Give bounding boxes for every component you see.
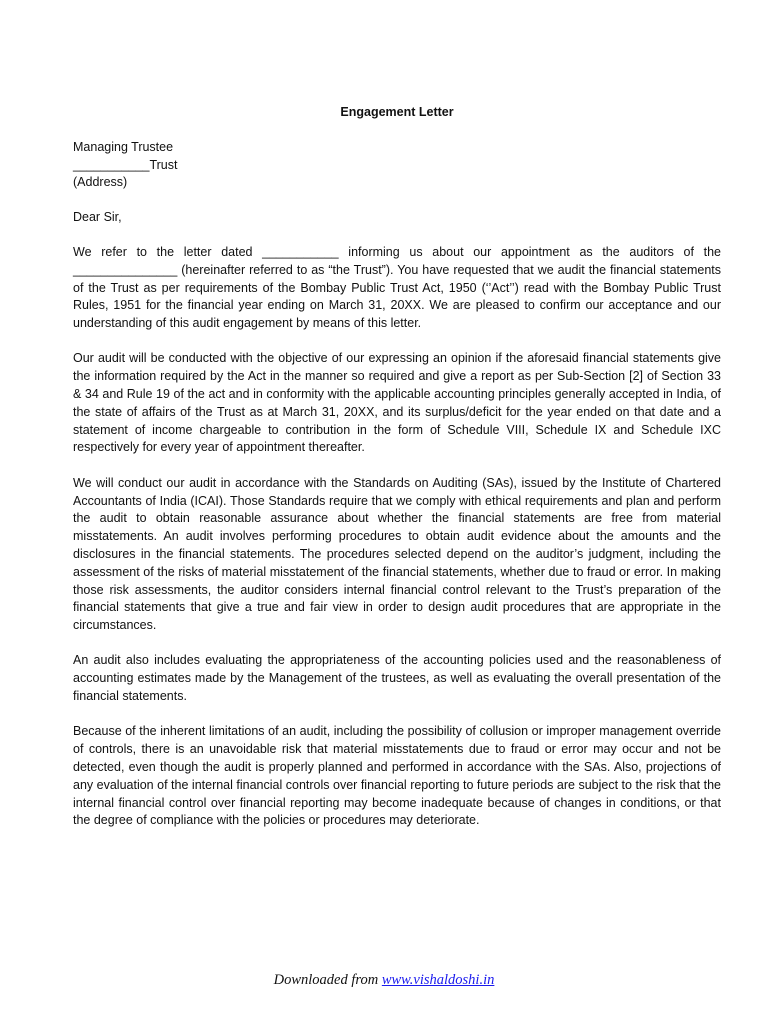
recipient-line-1: Managing Trustee [73,139,174,154]
recipient-line-3: (Address) [73,175,128,190]
salutation: Dear Sir, [73,210,122,225]
paragraph-audit-standards: We will conduct our audit in accordance with the Standards on Auditing (SAs), issued by the Institute of Chartered Accountants of India (ICAI). Those Standards require that we comply with ethical requirements and plan and perform the audit to obtain reasonable assurance about whether the financial statements are free from material misstatements. An audit involves performing procedures to obtain audit evidence about the amounts and the disclosures in the financial statements. The procedures selected depend on the auditor’s judgment, including the assessment of the risks of material misstatement of the financial statements, whether due to fraud or error. In making those risk assessments, the auditor considers internal financial control relevant to the Trust’s preparation of the financial statements that give a true and fair view in order to design audit procedures that are appropriate in the circumstances. [73,475,721,633]
footer-prefix: Downloaded from [273,972,382,988]
recipient-line-2: ___________Trust [73,157,178,172]
recipient-address [73,139,721,192]
paragraph-intro: We refer to the letter dated ___________ informing us about our appointment as the auditors of the _______________ (hereinafter referred to as “the Trust”). You have requested that we audit the financial statements of the Trust as per requirements of the Bombay Public Trust Act, 1950 (‘’Act’’) read with the Bombay Public Trust Rules, 1951 for the financial year ending on March 31, 20XX. We are pleased to confirm our acceptance and our understanding of this audit engagement by means of this letter. [73,244,721,331]
paragraph-limitations: Because of the inherent limitations of an audit, including the possibility of collusion or improper management override of controls, there is an unavoidable risk that material misstatements due to fraud or error may occur and not be detected, even though the audit is properly planned and performed in accordance with the SAs. Also, projections of any evaluation of the internal financial controls over financial reporting to future periods are subject to the risk that the internal financial control over financial reporting may become inadequate because of changes in conditions, or that the degree of compliance with the policies or procedures may deteriorate. [73,724,721,828]
paragraph-evaluation: An audit also includes evaluating the appropriateness of the accounting policies used and the reasonableness of accounting estimates made by the Management of the trustees, as well as evaluating the overall presentation of the financial statements. [73,653,721,704]
footer-website-link[interactable]: www.vishaldoshi.in [381,972,495,988]
letter-body [73,104,721,848]
letter-title: Engagement Letter [340,105,454,119]
paragraph-audit-objective: Our audit will be conducted with the objective of our expressing an opinion if the aforesaid financial statements give the information required by the Act in the manner so required and give a report as per Sub-Section [2] of Section 33 & 34 and Rule 19 of the act and in conformity with the applicable accounting principles generally accepted in India, of the state of affairs of the Trust as at March 31, 20XX, and its surplus/deficit for the year ended on that date and a statement of income chargeable to contribution in the form of Schedule VIII, Schedule IX and Schedule IXC respectively for every year of appointment thereafter. [73,351,721,455]
download-footer [0,972,768,989]
